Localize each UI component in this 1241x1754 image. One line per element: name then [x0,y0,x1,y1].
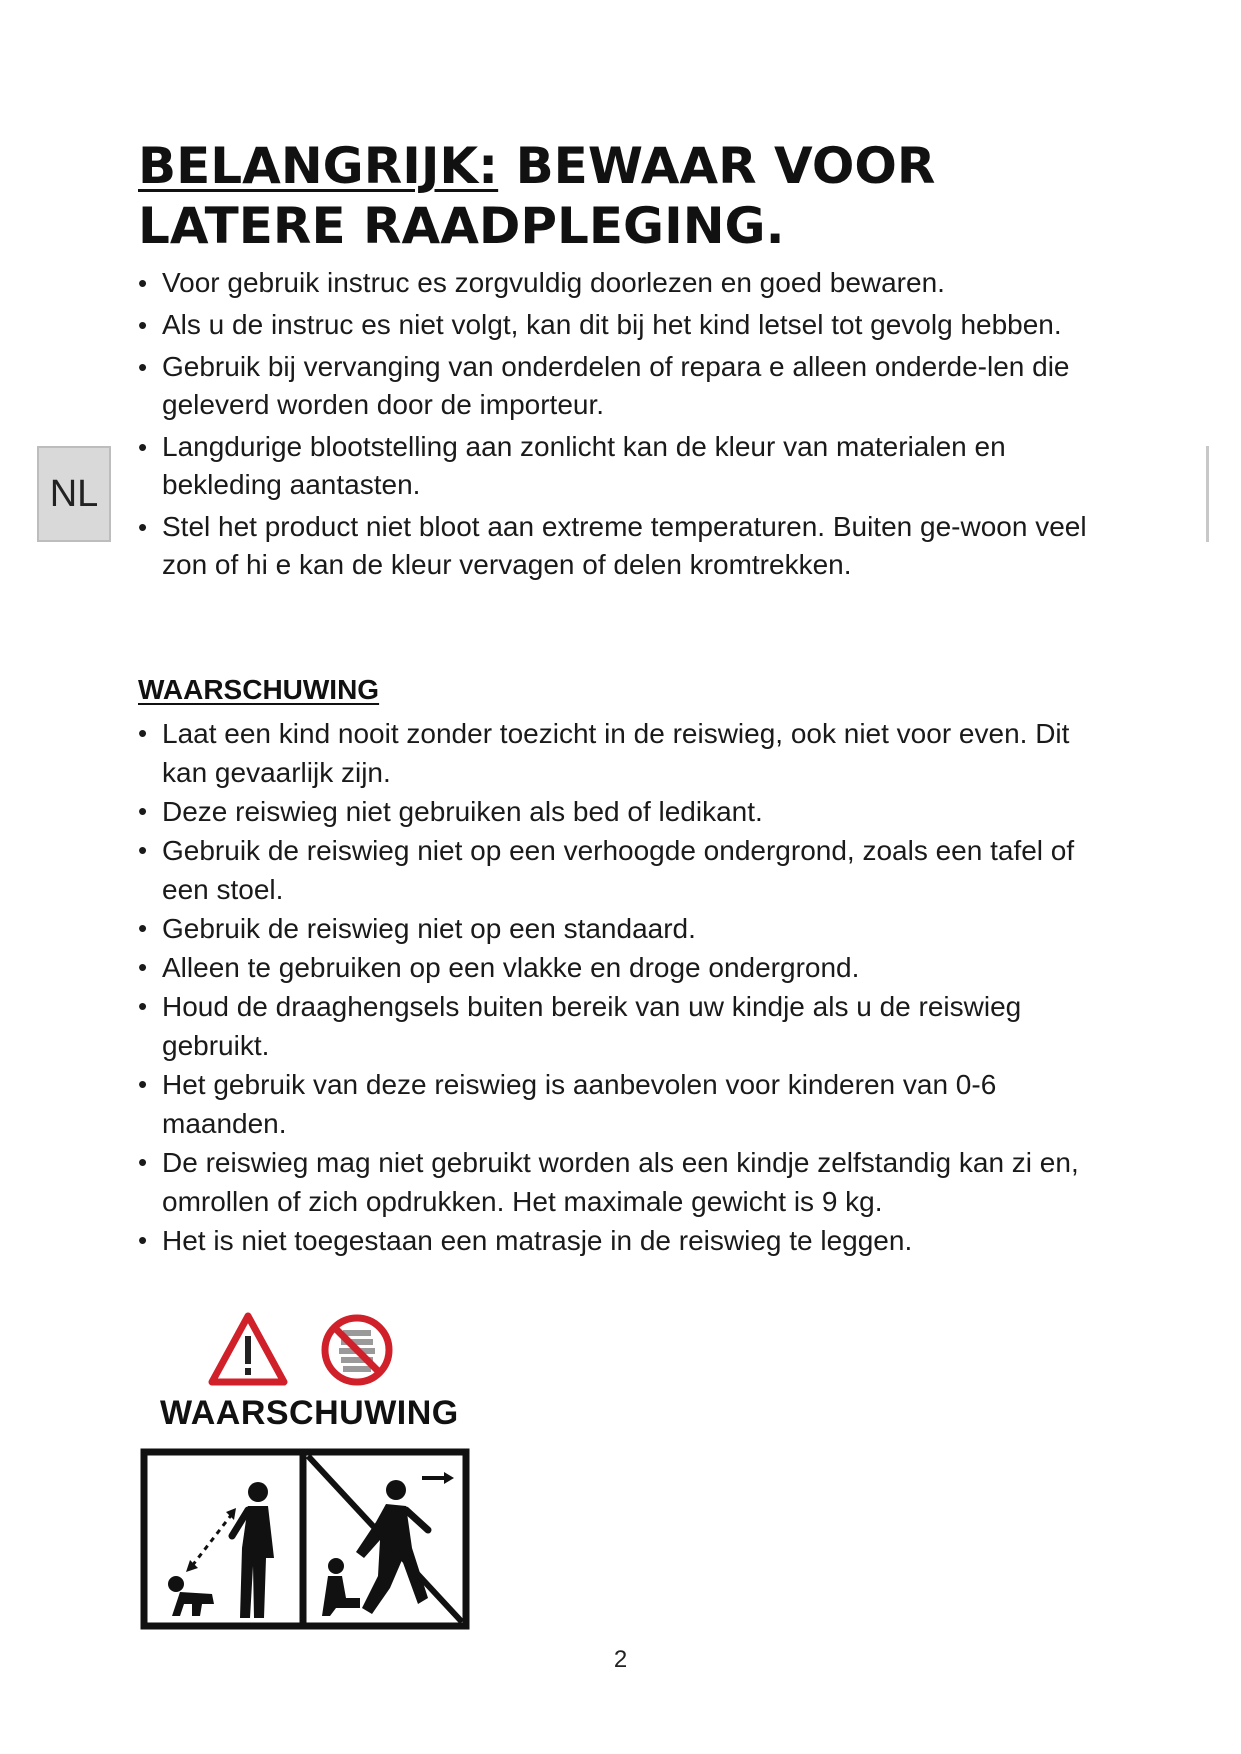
title-line-2: LATERE RAADPLEGING. [138,197,785,255]
page-title [138,136,1038,256]
list-item: • Als u de instruc es niet volgt, kan dit bij het kind letsel tot gevolg hebben. [138,306,1098,344]
list-item: • Gebruik de reiswieg niet op een verhoogde ondergrond, zoals een tafel of een stoel. [138,831,1098,909]
list-item: • Deze reiswieg niet gebruiken als bed of ledikant. [138,792,1098,831]
child-supervision-pictogram [140,1448,470,1635]
list-item: • Gebruik bij vervanging van onderdelen of repara e alleen onderde-len die geleverd worden door de importeur. [138,348,1098,424]
list-item: • Alleen te gebruiken op een vlakke en droge ondergrond. [138,948,1098,987]
list-item: • Stel het product niet bloot aan extreme temperaturen. Buiten ge-woon veel zon of hi e kan de kleur vervagen of delen kromtrekken. [138,508,1098,584]
list-item: • Laat een kind nooit zonder toezicht in de reiswieg, ook niet voor even. Dit kan gevaarlijk zijn. [138,714,1098,792]
title-line-1 [138,136,1038,196]
warning-graphic-label: WAARSCHUWING [160,1394,459,1432]
list-item: • Voor gebruik instruc es zorgvuldig doorlezen en goed bewaren. [138,264,1098,302]
important-list [138,264,1098,588]
list-item: • Het gebruik van deze reiswieg is aanbevolen voor kinderen van 0-6 maanden. [138,1065,1098,1143]
warning-triangle-icon [212,1316,284,1382]
page-edge-marker [1206,446,1209,542]
title-important: BELANGRIJK: [138,137,499,195]
title-keep: BEWAAR VOOR [498,137,936,195]
language-tab: NL [37,446,111,542]
list-item: • Het is niet toegestaan een matrasje in de reiswieg te leggen. [138,1221,1098,1260]
page-number: 2 [613,1646,628,1673]
no-stacking-icon [325,1318,389,1382]
warning-list [138,714,1098,1260]
list-item: • Houd de draaghengsels buiten bereik van uw kindje als u de reiswieg gebruikt. [138,987,1098,1065]
list-item: • De reiswieg mag niet gebruikt worden als een kindje zelfstandig kan zi en, omrollen of zich opdrukken. Het maximale gewicht is 9 kg. [138,1143,1098,1221]
warning-heading: WAARSCHUWING [138,674,380,705]
list-item: • Langdurige blootstelling aan zonlicht kan de kleur van materialen en bekleding aantasten. [138,428,1098,504]
list-item: • Gebruik de reiswieg niet op een standaard. [138,909,1098,948]
warning-icons [208,1310,428,1395]
